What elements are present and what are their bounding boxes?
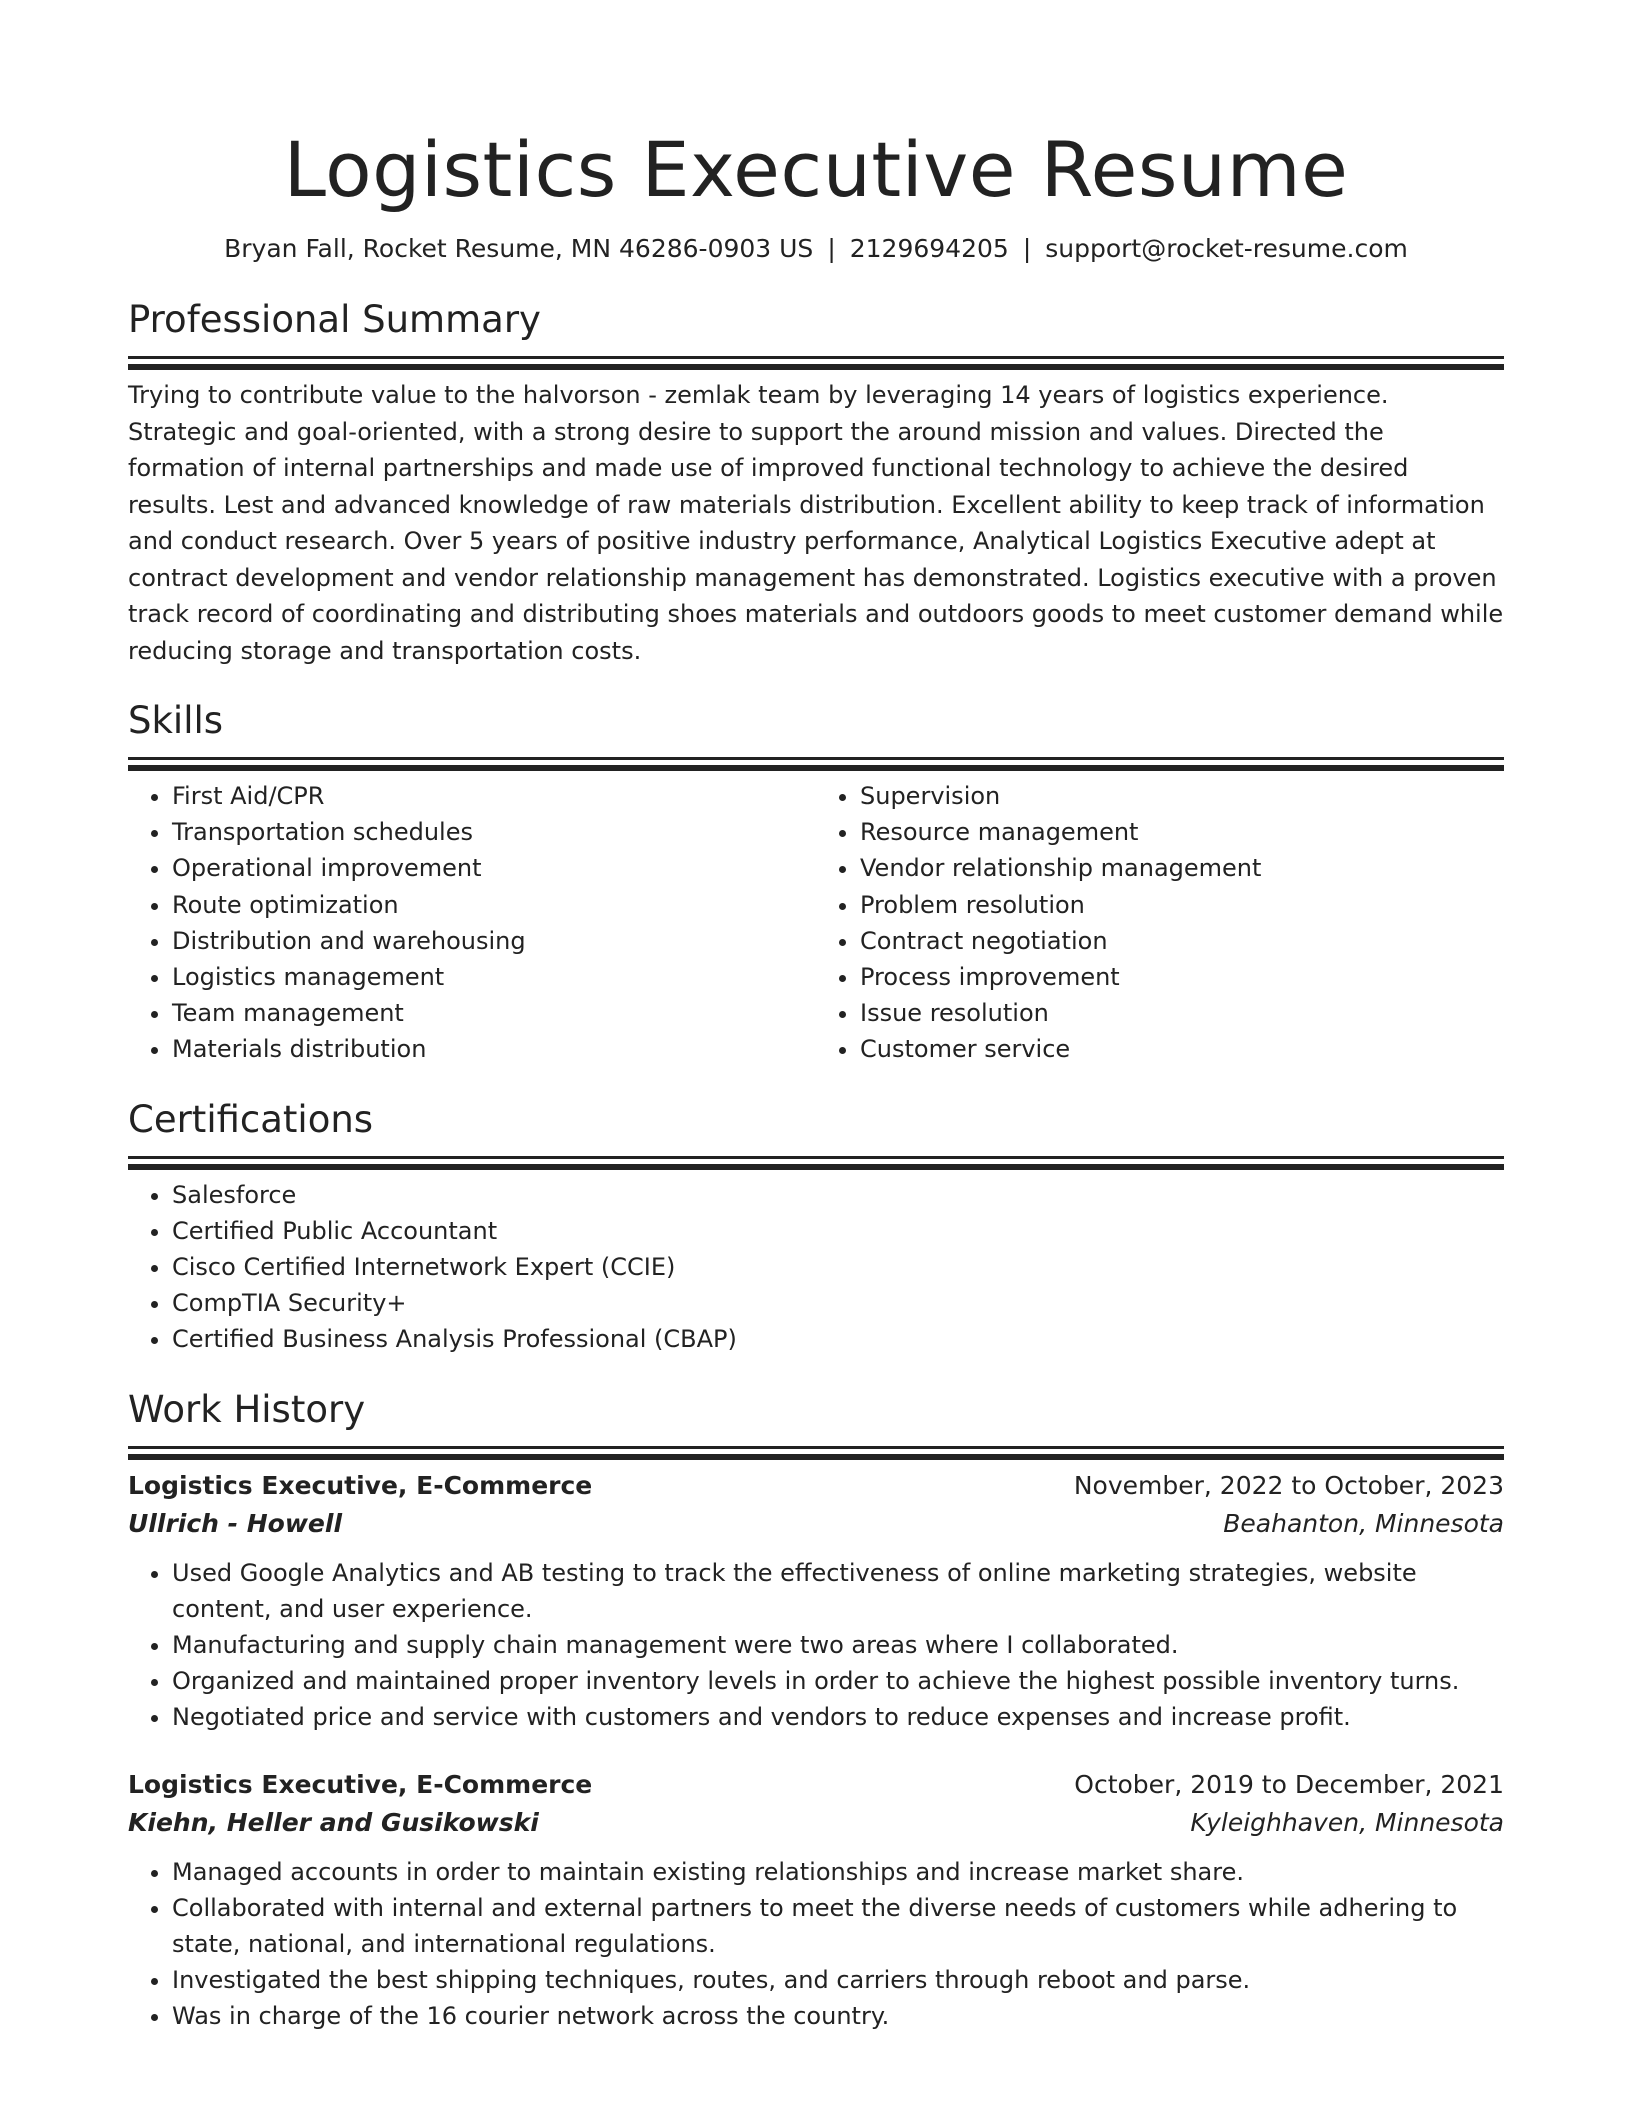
skills-section — [128, 697, 1504, 1068]
job-location: Kyleighhaven, Minnesota — [1190, 1807, 1504, 1837]
job-company: Kiehn, Heller and Gusikowski — [128, 1807, 539, 1837]
contact-line — [128, 232, 1504, 266]
job-bullet: • Collaborated with internal and external partners to meet the diverse needs of customers while adhering to state, national, and international regulations. — [172, 1890, 1504, 1962]
skill-item: • Issue resolution — [860, 995, 1504, 1031]
resume-title: Logistics Executive Resume — [283, 125, 1349, 214]
certifications-list — [128, 1177, 1504, 1358]
job-entry — [128, 1766, 1504, 2035]
job-bullet: • Organized and maintained proper inventory levels in order to achieve the highest possible inventory turns. — [172, 1663, 1504, 1699]
skill-item: • Problem resolution — [860, 887, 1504, 923]
section-divider — [128, 1446, 1504, 1449]
job-company: Ullrich - Howell — [128, 1508, 343, 1538]
job-bullet: • Used Google Analytics and AB testing to track the effectiveness of online marketing strategies, website content, and user experience. — [172, 1555, 1504, 1627]
job-bullet: • Manufacturing and supply chain management were two areas where I collaborated. — [172, 1627, 1504, 1663]
job-title: Logistics Executive, E-Commerce — [128, 1769, 593, 1799]
job-header — [128, 1766, 1504, 1804]
certification-item: • Cisco Certified Internetwork Expert (CCIE) — [172, 1249, 1504, 1285]
section-heading-certifications: Certifications — [128, 1097, 374, 1141]
job-subheader — [128, 1505, 1504, 1543]
job-dates: October, 2019 to December, 2021 — [1074, 1769, 1504, 1799]
job-title: Logistics Executive, E-Commerce — [128, 1470, 593, 1500]
job-bullet: • Managed accounts in order to maintain existing relationships and increase market share. — [172, 1854, 1504, 1890]
job-location: Beahanton, Minnesota — [1223, 1508, 1504, 1538]
skill-item: • Process improvement — [860, 959, 1504, 995]
skill-item: • Team management — [172, 995, 816, 1031]
certification-item: • CompTIA Security+ — [172, 1285, 1504, 1321]
skill-item: • Distribution and warehousing — [172, 923, 816, 959]
contact-separator: | — [827, 234, 836, 263]
section-heading-work-history: Work History — [128, 1387, 366, 1431]
job-bullet: • Was in charge of the 16 courier network across the country. — [172, 1998, 1504, 2034]
skill-item: • First Aid/CPR — [172, 778, 816, 814]
skill-item: • Operational improvement — [172, 850, 816, 886]
job-bullets — [128, 1854, 1504, 2035]
skill-item: • Transportation schedules — [172, 814, 816, 850]
skills-list-right — [816, 778, 1504, 1068]
section-divider — [128, 1156, 1504, 1159]
job-bullet: • Negotiated price and service with customers and vendors to reduce expenses and increase profit. — [172, 1699, 1504, 1735]
resume-page — [128, 0, 1504, 2035]
skill-item: • Materials distribution — [172, 1031, 816, 1067]
skill-item: • Supervision — [860, 778, 1504, 814]
certification-item: • Certified Public Accountant — [172, 1213, 1504, 1249]
certification-item: • Certified Business Analysis Professional (CBAP) — [172, 1321, 1504, 1357]
contact-address: Bryan Fall, Rocket Resume, MN 46286-0903 US — [224, 234, 814, 263]
skill-item: • Logistics management — [172, 959, 816, 995]
job-bullet: • Investigated the best shipping techniques, routes, and carriers through reboot and parse. — [172, 1962, 1504, 1998]
skills-grid — [128, 778, 1504, 1068]
certification-item: • Salesforce — [172, 1177, 1504, 1213]
section-divider — [128, 757, 1504, 760]
skill-item: • Resource management — [860, 814, 1504, 850]
skill-item: • Route optimization — [172, 887, 816, 923]
work-history-section — [128, 1386, 1504, 2035]
section-heading-skills: Skills — [128, 699, 224, 742]
skill-item: • Customer service — [860, 1031, 1504, 1067]
job-dates: November, 2022 to October, 2023 — [1073, 1470, 1504, 1500]
summary-section — [128, 296, 1504, 669]
job-subheader — [128, 1804, 1504, 1842]
section-divider — [128, 356, 1504, 359]
job-entry — [128, 1467, 1504, 1736]
contact-separator: | — [1022, 234, 1032, 263]
skills-list-left — [128, 778, 816, 1068]
job-bullets — [128, 1555, 1504, 1736]
section-heading-summary: Professional Summary — [128, 298, 541, 341]
skill-item: • Vendor relationship management — [860, 850, 1504, 886]
contact-email: support@rocket-resume.com — [1045, 234, 1408, 263]
skill-item: • Contract negotiation — [860, 923, 1504, 959]
job-header — [128, 1467, 1504, 1505]
certifications-section — [128, 1096, 1504, 1358]
summary-text: Trying to contribute value to the halvorson - zemlak team by leveraging 14 years of logistics experience. Strategic and goal-oriented, with a strong desire to support the around mission and values. Directed the formation of internal partnerships and made use of improved functional technology to achieve the desired results. Lest and advanced knowledge of raw materials distribution. Excellent ability to keep track of information and conduct research. Over 5 years of positive industry performance, Analytical Logistics Executive adept at contract development and vendor relationship management has demonstrated. Logistics executive with a proven track record of coordinating and distributing shoes materials and outdoors goods to meet customer demand while reducing storage and transportation costs. — [128, 381, 1504, 665]
contact-phone: 2129694205 — [849, 234, 1009, 263]
